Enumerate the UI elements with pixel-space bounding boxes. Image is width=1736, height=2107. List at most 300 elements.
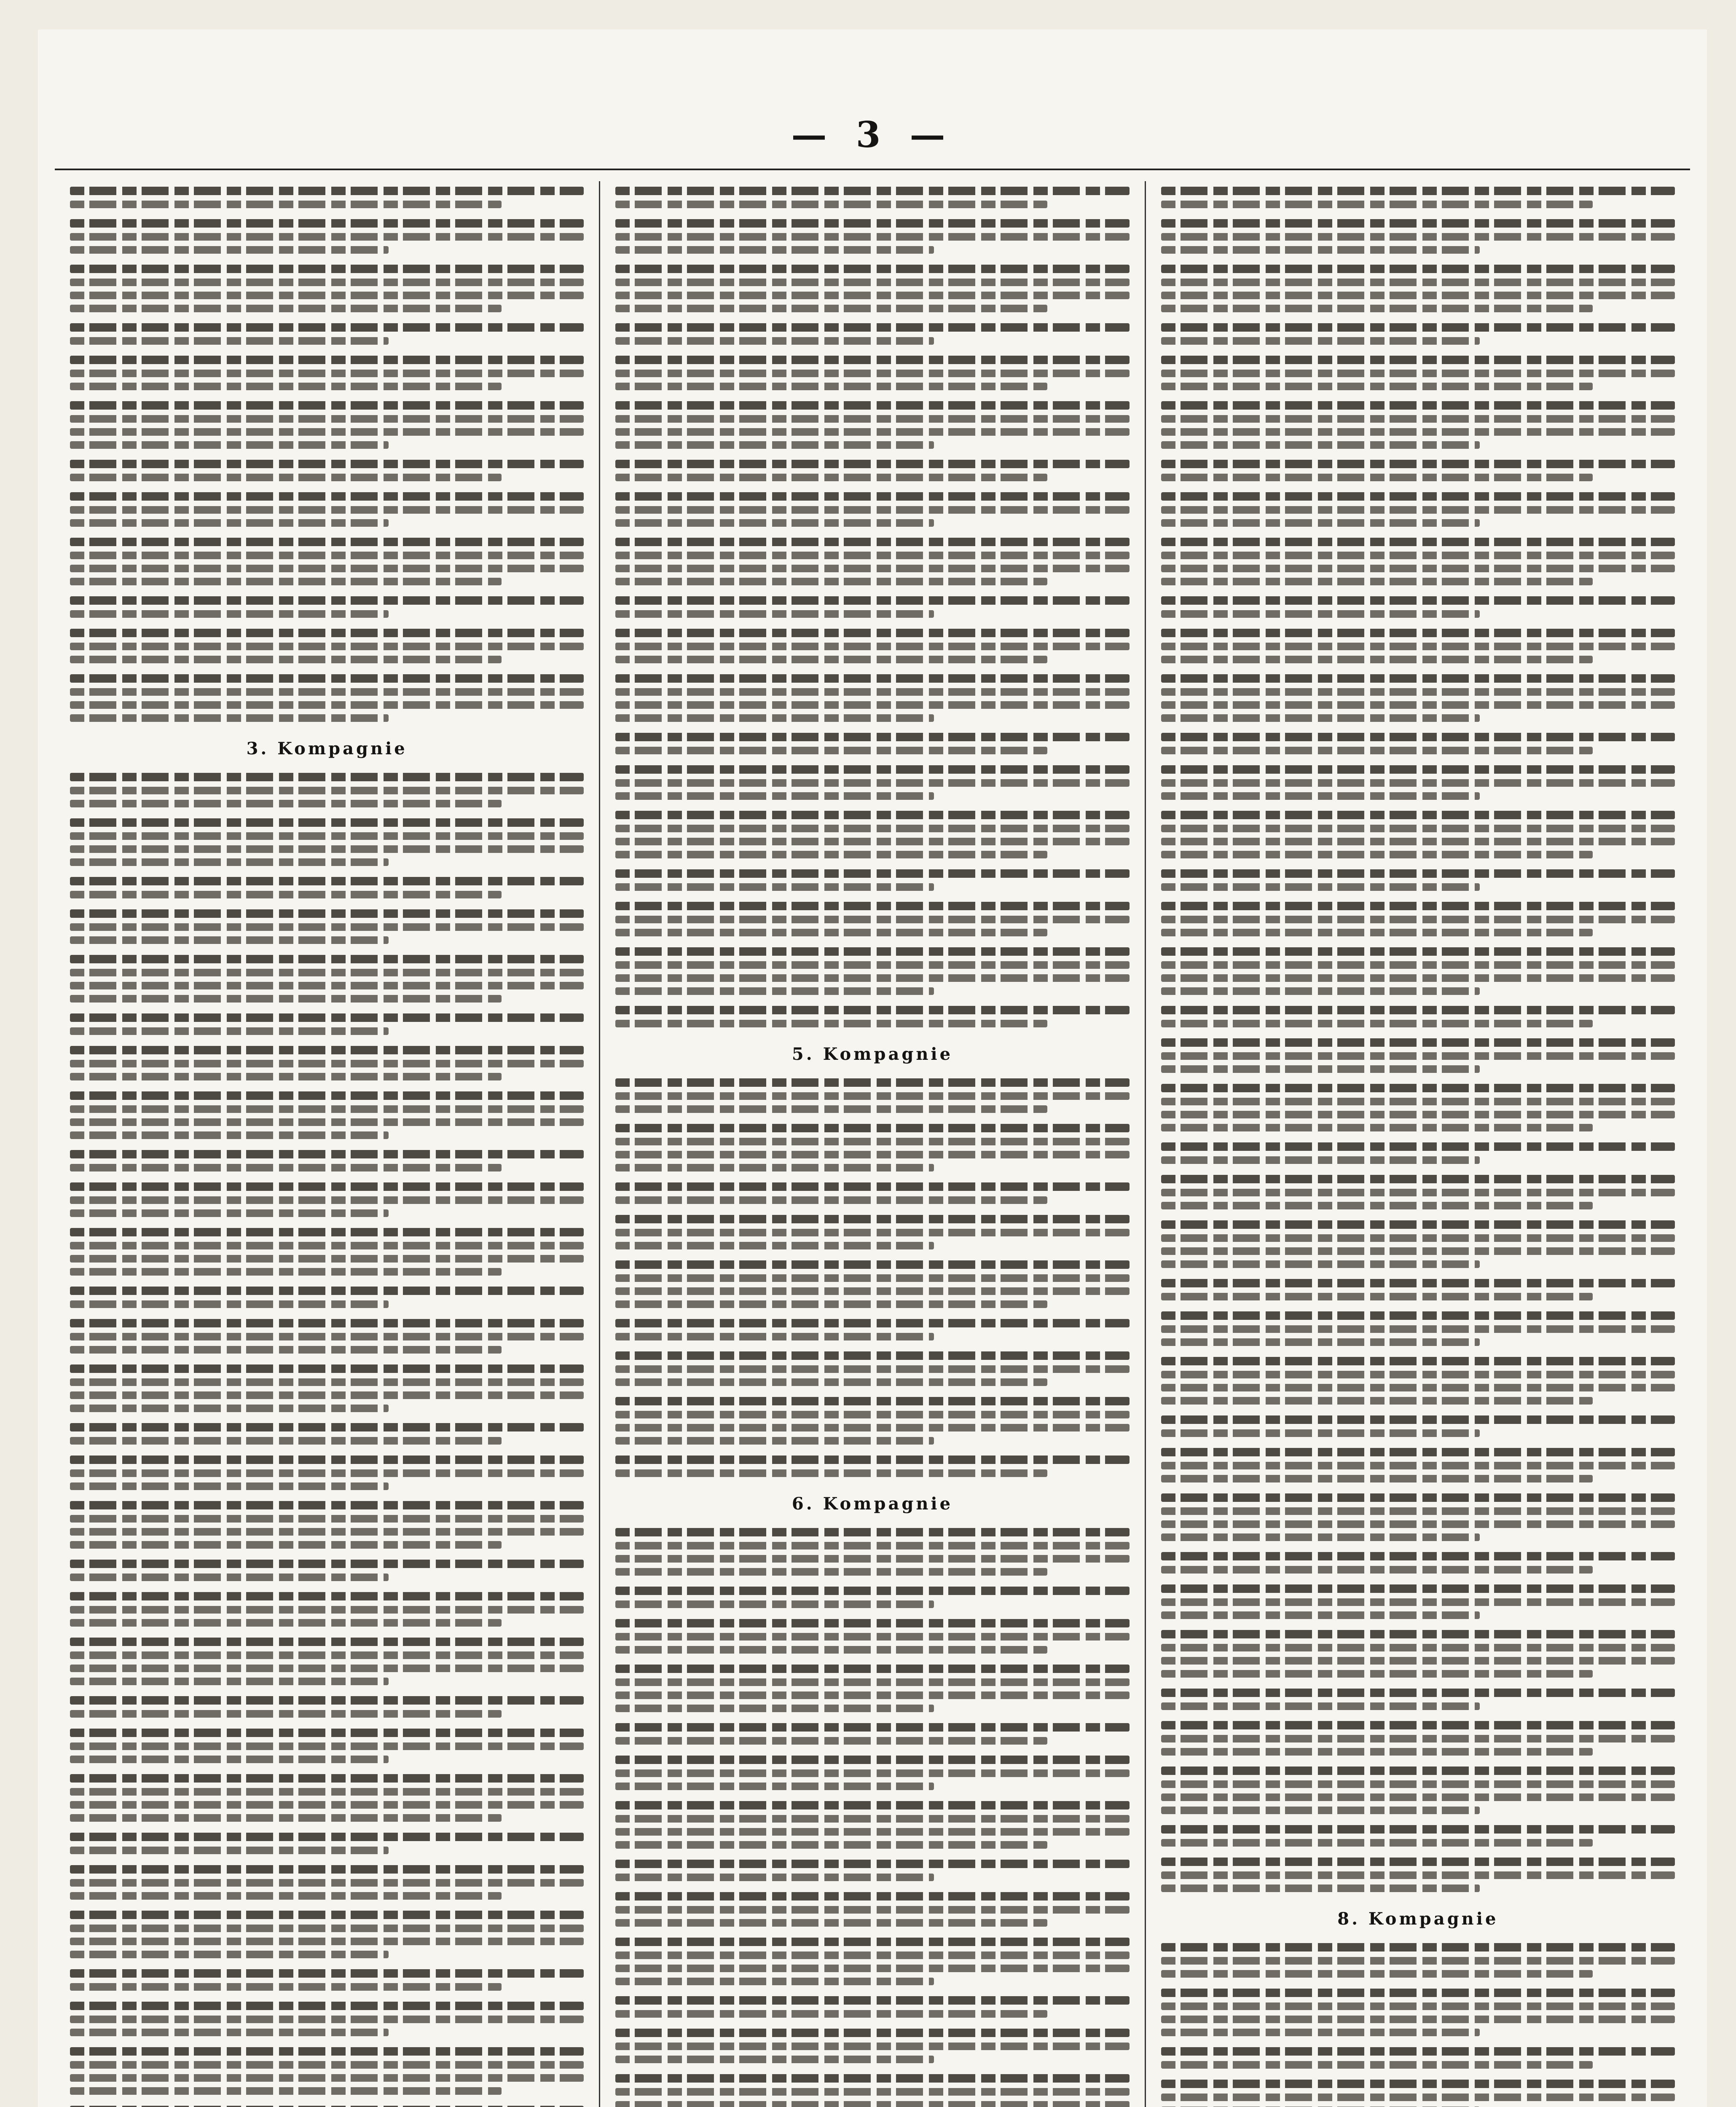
text-line (615, 1678, 1129, 1686)
text-line (1161, 460, 1675, 468)
text-line (70, 1729, 584, 1737)
text-line (615, 1528, 1129, 1536)
casualty-entry (1161, 1038, 1675, 1073)
text-line (70, 773, 584, 781)
text-line (70, 1013, 584, 1022)
text-line (70, 1255, 584, 1263)
text-line (615, 629, 1129, 637)
casualty-entry (70, 265, 584, 312)
text-line (1161, 1462, 1675, 1469)
text-line (1161, 415, 1675, 423)
casualty-entry (615, 401, 1129, 449)
text-line (70, 1131, 389, 1139)
text-line (1161, 851, 1593, 858)
text-line (615, 851, 1047, 858)
text-line (1161, 1735, 1675, 1742)
casualty-entry (1161, 1006, 1675, 1027)
text-line (70, 1046, 584, 1054)
text-line (1161, 1475, 1593, 1482)
casualty-entry (1161, 1311, 1675, 1346)
text-line (615, 1274, 1129, 1282)
text-line (70, 596, 584, 605)
text-line (70, 552, 584, 559)
text-line (70, 233, 584, 241)
text-line (1161, 1429, 1480, 1437)
text-line (70, 565, 584, 572)
casualty-entry (615, 1215, 1129, 1249)
text-line (1161, 674, 1675, 683)
text-line (615, 1124, 1129, 1132)
casualty-entry (615, 356, 1129, 390)
casualty-entry (1161, 2047, 1675, 2069)
text-line (1161, 2016, 1675, 2023)
text-line (70, 1560, 584, 1568)
text-line (1161, 246, 1480, 254)
text-line (70, 246, 389, 254)
text-line (1161, 1247, 1675, 1255)
text-line (615, 552, 1129, 559)
text-line (1161, 187, 1675, 195)
text-line (70, 1228, 584, 1236)
text-line (1161, 1371, 1675, 1378)
casualty-entry (70, 460, 584, 481)
text-line (1161, 219, 1675, 228)
text-line (615, 1705, 934, 1712)
casualty-entry (615, 1078, 1129, 1113)
casualty-entry (70, 1696, 584, 1718)
company-heading: 3. Kompagnie (246, 739, 408, 759)
text-line (1161, 1793, 1675, 1801)
text-line (70, 982, 584, 989)
text-line (70, 818, 584, 827)
casualty-entry (615, 1351, 1129, 1386)
text-line (70, 1287, 584, 1295)
casualty-entry (615, 1587, 1129, 1608)
text-line (1161, 1858, 1675, 1866)
text-line (1161, 233, 1675, 241)
text-line (615, 610, 934, 618)
text-line (1161, 2094, 1675, 2101)
text-line (615, 1600, 934, 1608)
text-line (615, 1723, 1129, 1732)
text-line (1161, 916, 1675, 923)
text-line (1161, 1748, 1593, 1756)
text-line (615, 947, 1129, 956)
casualty-entry (1161, 947, 1675, 995)
text-line (1161, 1293, 1593, 1300)
casualty-entry (70, 877, 584, 898)
text-line (70, 1814, 502, 1822)
newspaper-page (38, 29, 1707, 2107)
text-line (70, 383, 502, 390)
casualty-entry (1161, 1279, 1675, 1300)
text-line (615, 883, 934, 891)
text-line (615, 2101, 1129, 2107)
text-line (615, 2056, 934, 2063)
text-line (70, 800, 502, 807)
casualty-entry (1161, 1721, 1675, 1756)
text-line (1161, 1520, 1675, 1528)
text-line (1161, 305, 1593, 312)
text-line (1161, 578, 1593, 585)
text-line (70, 1879, 584, 1887)
text-line (615, 538, 1129, 546)
text-line (1161, 869, 1675, 878)
text-line (70, 1592, 584, 1600)
text-line (1161, 292, 1675, 299)
text-line (70, 1091, 584, 1100)
text-line (70, 356, 584, 364)
text-line (70, 1378, 584, 1386)
casualty-entry (1161, 1989, 1675, 2036)
casualty-entry (1161, 538, 1675, 585)
text-line (1161, 714, 1480, 722)
text-line (70, 1164, 502, 1171)
text-line (1161, 519, 1480, 527)
casualty-entry (70, 1456, 584, 1490)
text-line (70, 1469, 584, 1477)
text-line (70, 201, 502, 208)
text-line (70, 1638, 584, 1646)
text-line (70, 643, 584, 650)
casualty-entry (1161, 1142, 1675, 1164)
text-line (1161, 1006, 1675, 1014)
text-line (1161, 596, 1675, 605)
text-line (615, 492, 1129, 501)
text-line (615, 916, 1129, 923)
text-line (70, 2029, 389, 2036)
text-line (615, 1555, 1129, 1563)
text-line (1161, 1234, 1675, 1242)
casualty-entry (615, 538, 1129, 585)
text-line (615, 506, 1129, 514)
text-line (615, 1469, 1047, 1477)
text-line (1161, 974, 1675, 982)
casualty-entry (615, 460, 1129, 481)
text-line (70, 1319, 584, 1327)
text-line (1161, 323, 1675, 332)
text-line (615, 733, 1129, 741)
text-line (615, 1965, 1129, 1972)
casualty-entry (70, 1013, 584, 1035)
text-line (70, 1423, 584, 1431)
text-line (615, 1542, 1129, 1549)
text-line (615, 2074, 1129, 2083)
casualty-entry (615, 1397, 1129, 1445)
text-line (1161, 1493, 1675, 1502)
text-line (70, 519, 389, 527)
text-line (70, 845, 584, 853)
text-line (1161, 1111, 1675, 1118)
text-line (615, 1182, 1129, 1191)
text-line (615, 792, 934, 800)
company-heading: 5. Kompagnie (792, 1044, 953, 1064)
text-line (70, 923, 584, 931)
text-line (1161, 1124, 1593, 1131)
text-line (70, 1482, 389, 1490)
casualty-entry (70, 596, 584, 618)
casualty-entry (615, 1665, 1129, 1712)
text-line (615, 1260, 1129, 1269)
text-line (615, 1078, 1129, 1087)
text-line (1161, 656, 1593, 663)
text-line (1161, 1384, 1675, 1391)
text-line (70, 1346, 502, 1354)
text-line (1161, 1598, 1675, 1606)
text-line (615, 1783, 934, 1790)
text-line (1161, 1098, 1675, 1105)
text-line (1161, 1670, 1593, 1678)
text-line (615, 1300, 1047, 1308)
text-line (1161, 1338, 1480, 1346)
text-line (615, 961, 1129, 969)
casualty-entry (1161, 1493, 1675, 1541)
text-line (615, 1215, 1129, 1223)
text-line (70, 1364, 584, 1373)
text-line (1161, 337, 1480, 345)
text-line (1161, 765, 1675, 774)
text-line (615, 370, 1129, 377)
text-line (70, 909, 584, 918)
text-line (615, 902, 1129, 910)
casualty-entry (70, 1911, 584, 1958)
text-line (615, 656, 1047, 663)
text-line (70, 474, 502, 481)
text-line (1161, 883, 1480, 891)
text-line (615, 460, 1129, 468)
casualty-entry (70, 1228, 584, 1276)
text-line (1161, 1871, 1675, 1879)
text-line (70, 538, 584, 546)
text-line (1161, 1156, 1480, 1164)
text-line (615, 2029, 1129, 2037)
text-line (70, 370, 584, 377)
text-line (615, 428, 1129, 436)
text-line (1161, 961, 1675, 969)
text-line (70, 1606, 584, 1614)
text-line (70, 1060, 584, 1067)
text-line (1161, 1415, 1675, 1424)
casualty-entry (615, 265, 1129, 312)
text-line (70, 1515, 584, 1523)
text-line (1161, 1189, 1675, 1196)
text-line (1161, 629, 1675, 637)
text-line (615, 219, 1129, 228)
casualty-entry (1161, 1858, 1675, 1892)
text-line (1161, 506, 1675, 514)
text-line (1161, 1020, 1593, 1027)
casualty-entry (70, 909, 584, 944)
casualty-entry (615, 1892, 1129, 1927)
text-line (70, 460, 584, 468)
text-line (1161, 1448, 1675, 1456)
text-line (1161, 401, 1675, 410)
text-line (70, 714, 389, 722)
text-line (615, 929, 1047, 936)
text-line (615, 323, 1129, 332)
text-line (1161, 1825, 1675, 1834)
casualty-entry (70, 1833, 584, 1854)
text-line (70, 1865, 584, 1874)
text-line (615, 474, 1047, 481)
text-line (615, 1665, 1129, 1673)
text-line (1161, 643, 1675, 650)
text-line (1161, 474, 1593, 481)
page-number: — 3 — (791, 114, 954, 155)
text-line (70, 2061, 584, 2069)
text-line (615, 337, 934, 345)
text-line (615, 987, 934, 995)
text-line (1161, 929, 1593, 936)
text-line (615, 747, 1047, 754)
text-line (70, 1742, 584, 1750)
text-line (70, 1696, 584, 1705)
text-line (70, 187, 584, 195)
text-line (1161, 356, 1675, 364)
casualty-entry (615, 1182, 1129, 1204)
text-line (70, 1027, 389, 1035)
text-line (1161, 1721, 1675, 1729)
casualty-entry (70, 1865, 584, 1900)
text-line (1161, 565, 1675, 572)
text-line (1161, 701, 1675, 709)
casualty-entry (1161, 1584, 1675, 1619)
casualty-entry (615, 492, 1129, 527)
text-line (615, 1568, 1047, 1576)
company-heading: 8. Kompagnie (1337, 1909, 1499, 1929)
text-line (1161, 1220, 1675, 1229)
text-line (70, 688, 584, 696)
text-line (615, 811, 1129, 819)
text-line (70, 1196, 584, 1204)
text-line (1161, 1943, 1675, 1952)
casualty-entry (70, 818, 584, 866)
text-line (70, 265, 584, 273)
casualty-entry (615, 2074, 1129, 2107)
text-line (1161, 1767, 1675, 1775)
casualty-entry (70, 1638, 584, 1685)
text-line (70, 1911, 584, 1919)
text-line (1161, 265, 1675, 273)
text-line (1161, 492, 1675, 501)
text-line (1161, 1260, 1480, 1268)
text-line (70, 1118, 584, 1126)
text-line (615, 519, 934, 527)
casualty-entry (70, 1423, 584, 1445)
text-line (1161, 370, 1675, 377)
text-line (1161, 1630, 1675, 1638)
casualty-entry (1161, 187, 1675, 208)
casualty-entry (1161, 902, 1675, 936)
text-line (70, 401, 584, 410)
text-line (70, 2002, 584, 2010)
text-line (70, 219, 584, 228)
text-line (70, 2016, 584, 2023)
text-line (615, 596, 1129, 605)
casualty-entry (70, 629, 584, 663)
text-line (1161, 1325, 1675, 1333)
text-line (615, 265, 1129, 273)
text-line (615, 1996, 1129, 2005)
text-line (615, 2010, 1047, 2018)
text-line (70, 506, 584, 514)
text-line (70, 1833, 584, 1841)
casualty-entry (70, 1182, 584, 1217)
casualty-entry (1161, 596, 1675, 618)
casualty-entry (1161, 629, 1675, 663)
text-line (615, 779, 1129, 787)
text-line (70, 2074, 584, 2082)
text-line (615, 1397, 1129, 1405)
text-line (1161, 1552, 1675, 1560)
text-line (70, 877, 584, 885)
casualty-entry (70, 1774, 584, 1822)
text-line (1161, 1142, 1675, 1151)
casualty-entry (70, 1969, 584, 1991)
text-line (1161, 2061, 1593, 2069)
text-line (70, 1925, 584, 1932)
text-line (615, 688, 1129, 696)
casualty-entry (70, 1091, 584, 1139)
text-line (615, 246, 934, 254)
text-line (615, 701, 1129, 709)
text-line (615, 441, 934, 449)
text-line (70, 1150, 584, 1158)
text-line (1161, 1507, 1675, 1515)
text-line (615, 1437, 934, 1445)
text-line (615, 578, 1047, 585)
casualty-entry (615, 947, 1129, 995)
text-line (70, 1619, 502, 1627)
text-line (615, 1020, 1047, 1027)
casualty-entry (1161, 1767, 1675, 1814)
text-line (1161, 1202, 1593, 1209)
text-line (615, 1906, 1129, 1914)
casualty-entry (615, 323, 1129, 345)
text-line (70, 1501, 584, 1509)
casualty-entry (1161, 765, 1675, 800)
text-line (1161, 1065, 1480, 1073)
text-line (70, 323, 584, 332)
text-line (1161, 779, 1675, 787)
text-line (1161, 1970, 1593, 1978)
text-line (70, 279, 584, 286)
text-line (70, 441, 389, 449)
text-line (615, 1633, 1129, 1641)
text-line (615, 1006, 1129, 1014)
text-line (615, 1737, 1047, 1745)
text-line (70, 1456, 584, 1464)
text-line (1161, 825, 1675, 832)
text-line (615, 838, 1129, 845)
text-line (1161, 1357, 1675, 1365)
casualty-entry (1161, 1943, 1675, 1978)
casualty-entry (70, 187, 584, 208)
text-line (70, 1892, 502, 1900)
text-line (70, 1073, 502, 1080)
text-line (1161, 1038, 1675, 1047)
text-line (1161, 2047, 1675, 2056)
text-line (70, 701, 584, 709)
text-line (70, 858, 389, 866)
text-line (1161, 2029, 1480, 2036)
text-line (615, 279, 1129, 286)
text-line (1161, 733, 1675, 741)
text-line (1161, 441, 1480, 449)
text-line (615, 305, 1047, 312)
text-line (70, 492, 584, 501)
columns (55, 181, 1690, 2107)
